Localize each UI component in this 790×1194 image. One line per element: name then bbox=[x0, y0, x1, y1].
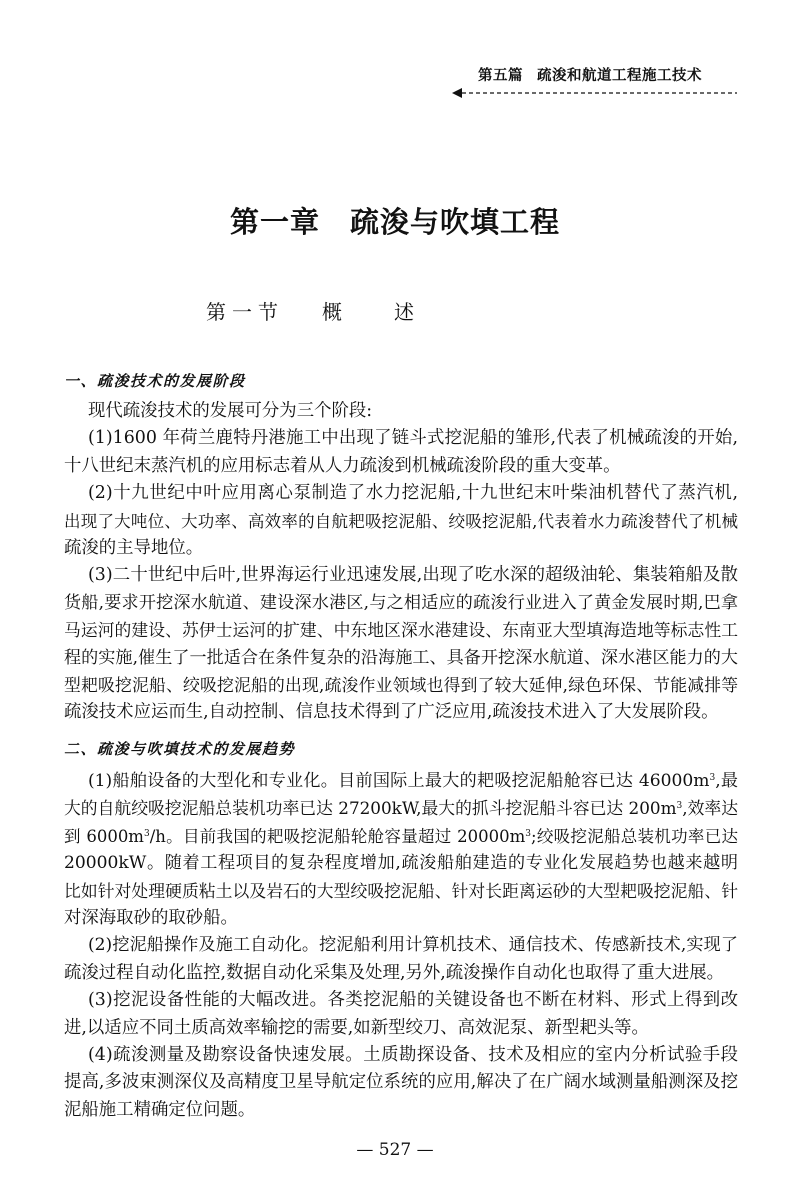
running-header-text bbox=[478, 64, 738, 85]
text-line: 20000kW。随着工程项目的复杂程度增加,疏浚船舶建造的专业化发展趋势也越来越明 bbox=[64, 853, 738, 874]
section-title-char-2: 述 bbox=[394, 300, 414, 324]
text-line: 疏浚技术应运而生,自动控制、信息技术得到了广泛应用,疏浚技术进入了大发展阶段。 bbox=[64, 702, 719, 723]
heading-development-trends: 二、疏浚与吹填技术的发展趋势 bbox=[64, 740, 296, 758]
text-line: (4)疏浚测量及勘察设备快速发展。土质勘探设备、技术及相应的室内分析试验手段 bbox=[88, 1044, 738, 1065]
text-line: 马运河的建设、苏伊士运河的扩建、中东地区深水港建设、东南亚大型填海造地等标志性工 bbox=[64, 620, 738, 641]
text-line: 进,以适应不同土质高效率输挖的需要,如新型绞刀、高效泥泵、新型耙头等。 bbox=[64, 1017, 649, 1038]
text-line: 比如针对处理硬质粘土以及岩石的大型绞吸挖泥船、针对长距离运砂的大型耙吸挖泥船、针 bbox=[64, 880, 738, 901]
body-block-2 bbox=[64, 768, 738, 1124]
page-number: — 527 — bbox=[356, 1140, 434, 1160]
text-line: 对深海取砂的取砂船。 bbox=[64, 907, 238, 928]
text-line: 十八世纪末蒸汽机的应用标志着从人力疏浚到机械疏浚阶段的重大变革。 bbox=[64, 455, 621, 476]
text-line: 现代疏浚技术的发展可分为三个阶段: bbox=[88, 401, 373, 421]
section-title-char-1: 概 bbox=[322, 300, 342, 324]
text-line: 货船,要求开挖深水航道、建设深水港区,与之相适应的疏浚行业进入了黄金发展时期,巴拿 bbox=[64, 592, 738, 613]
text-line: 疏浚的主导地位。 bbox=[64, 537, 204, 558]
header-dashed-arrow-rule bbox=[452, 88, 737, 98]
text-line: (1)1600 年荷兰鹿特丹港施工中出现了链斗式挖泥船的雏形,代表了机械疏浚的开始, bbox=[88, 428, 738, 449]
arrow-left-icon bbox=[452, 88, 462, 98]
text-line: 型耙吸挖泥船、绞吸挖泥船的出现,疏浚作业领域也得到了较大延伸,绿色环保、节能减排等 bbox=[64, 674, 738, 695]
chapter-name: 疏浚与吹填工程 bbox=[350, 205, 561, 239]
text-line: (3)挖泥设备性能的大幅改进。各类挖泥船的关键设备也不断在材料、形式上得到改 bbox=[88, 990, 738, 1011]
text-line: 泥船施工精确定位问题。 bbox=[64, 1099, 256, 1120]
body-block-1 bbox=[64, 398, 738, 727]
section-number: 第一节 bbox=[206, 300, 284, 324]
part-title: 疏浚和航道工程施工技术 bbox=[537, 68, 702, 84]
text-line: 疏浚过程自动化监控,数据自动化采集及处理,另外,疏浚操作自动化也取得了重大进展。 bbox=[64, 962, 725, 983]
text-line: (2)十九世纪中叶应用离心泵制造了水力挖泥船,十九世纪末叶柴油机替代了蒸汽机, bbox=[88, 483, 738, 504]
text-line: 提高,多波束测深仪及高精度卫星导航定位系统的应用,解决了在广阔水域测量船测深及挖 bbox=[64, 1072, 738, 1093]
text-line: (1)船舶设备的大型化和专业化。目前国际上最大的耙吸挖泥船舱容已达 $46000m^3$,最 bbox=[88, 771, 738, 791]
section-title bbox=[0, 296, 790, 325]
text-line: 到 $6000m^3/h$。目前我国的耙吸挖泥船轮舱容量超过 $20000m^3$;绞吸挖泥船总装机功率已达 bbox=[64, 826, 738, 846]
text-line: (2)挖泥船操作及施工自动化。挖泥船利用计算机技术、通信技术、传感新技术,实现了 bbox=[88, 935, 738, 956]
text-line: 大的自航绞吸挖泥船总装机功率已达 27200kW,最大的抓斗挖泥船斗容已达 $200m^3$,效率达 bbox=[64, 798, 738, 819]
text-line: 程的实施,催生了一批适合在条件复杂的沿海施工、具备开挖深水航道、深水港区能力的大 bbox=[64, 647, 738, 668]
text-line: 出现了大吨位、大功率、高效率的自航耙吸挖泥船、绞吸挖泥船,代表着水力疏浚替代了机械 bbox=[64, 511, 738, 531]
chapter-title bbox=[0, 200, 790, 241]
text-line: (3)二十世纪中后叶,世界海运行业迅速发展,出现了吃水深的超级油轮、集装箱船及散 bbox=[88, 565, 738, 586]
part-label: 第五篇 bbox=[478, 68, 523, 84]
chapter-number: 第一章 bbox=[229, 205, 320, 239]
heading-development-stages: 一、疏浚技术的发展阶段 bbox=[64, 372, 246, 390]
